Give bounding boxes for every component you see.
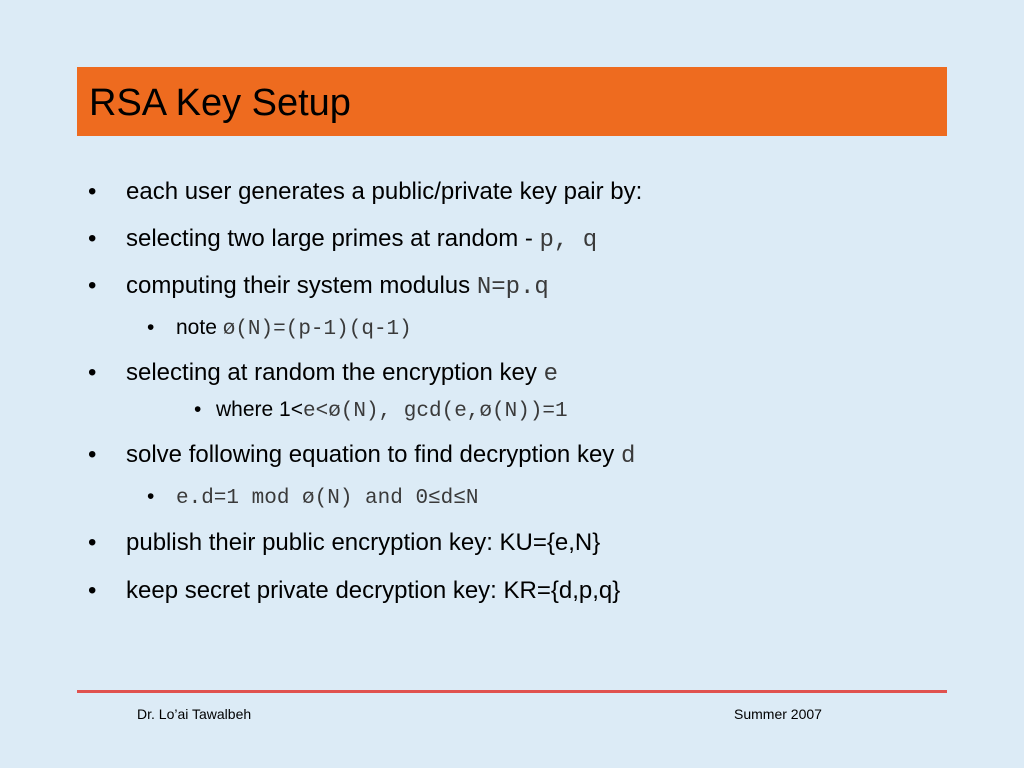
bullet-code: N=p.q [476, 274, 549, 301]
bullet-marker: • [88, 225, 97, 252]
bullet-marker: • [194, 398, 202, 421]
sub-sub-bullet-item [194, 395, 568, 427]
bullet-code: p, q [539, 227, 598, 254]
bullet-text: keep secret private decryption key: KR={d,p,q} [126, 577, 621, 604]
bullet-item [88, 440, 636, 472]
footer-author: Dr. Lo’ai Tawalbeh [137, 706, 252, 722]
bullet-item [88, 576, 621, 606]
footer-date: Summer 2007 [734, 706, 822, 722]
bullet-marker: • [147, 485, 155, 508]
bullet-item [88, 271, 549, 303]
bullet-item [88, 224, 598, 256]
footer-divider [77, 690, 947, 693]
bullet-marker: • [88, 441, 97, 468]
bullet-text: note [176, 316, 223, 339]
bullet-marker: • [88, 178, 97, 205]
bullet-marker: • [88, 577, 97, 604]
bullet-text: solve following equation to find decryption key [126, 441, 621, 468]
bullet-code: ø(N)=(p-1)(q-1) [222, 318, 412, 341]
slide-title: RSA Key Setup [89, 82, 351, 124]
bullet-text: publish their public encryption key: KU={e,N} [126, 529, 601, 556]
bullet-text: selecting two large primes at random - [126, 225, 540, 252]
sub-bullet-item [147, 482, 479, 514]
bullet-marker: • [88, 359, 97, 386]
bullet-marker: • [147, 316, 155, 339]
bullet-marker: • [88, 529, 97, 556]
bullet-code: e<ø(N), gcd(e,ø(N))=1 [302, 400, 568, 423]
bullet-item [88, 528, 601, 558]
bullet-code: d [620, 443, 636, 470]
sub-bullet-item [147, 313, 412, 345]
bullet-text: computing their system modulus [126, 272, 477, 299]
bullet-text: where 1< [216, 398, 303, 421]
bullet-item [88, 177, 643, 207]
bullet-code: e [543, 361, 558, 388]
bullet-marker: • [88, 272, 97, 299]
bullet-text: selecting at random the encryption key [126, 359, 544, 386]
bullet-text: each user generates a public/private key pair by: [126, 178, 643, 205]
bullet-item [88, 358, 558, 390]
bullet-code: e.d=1 mod ø(N) and 0≤d≤N [176, 487, 479, 510]
